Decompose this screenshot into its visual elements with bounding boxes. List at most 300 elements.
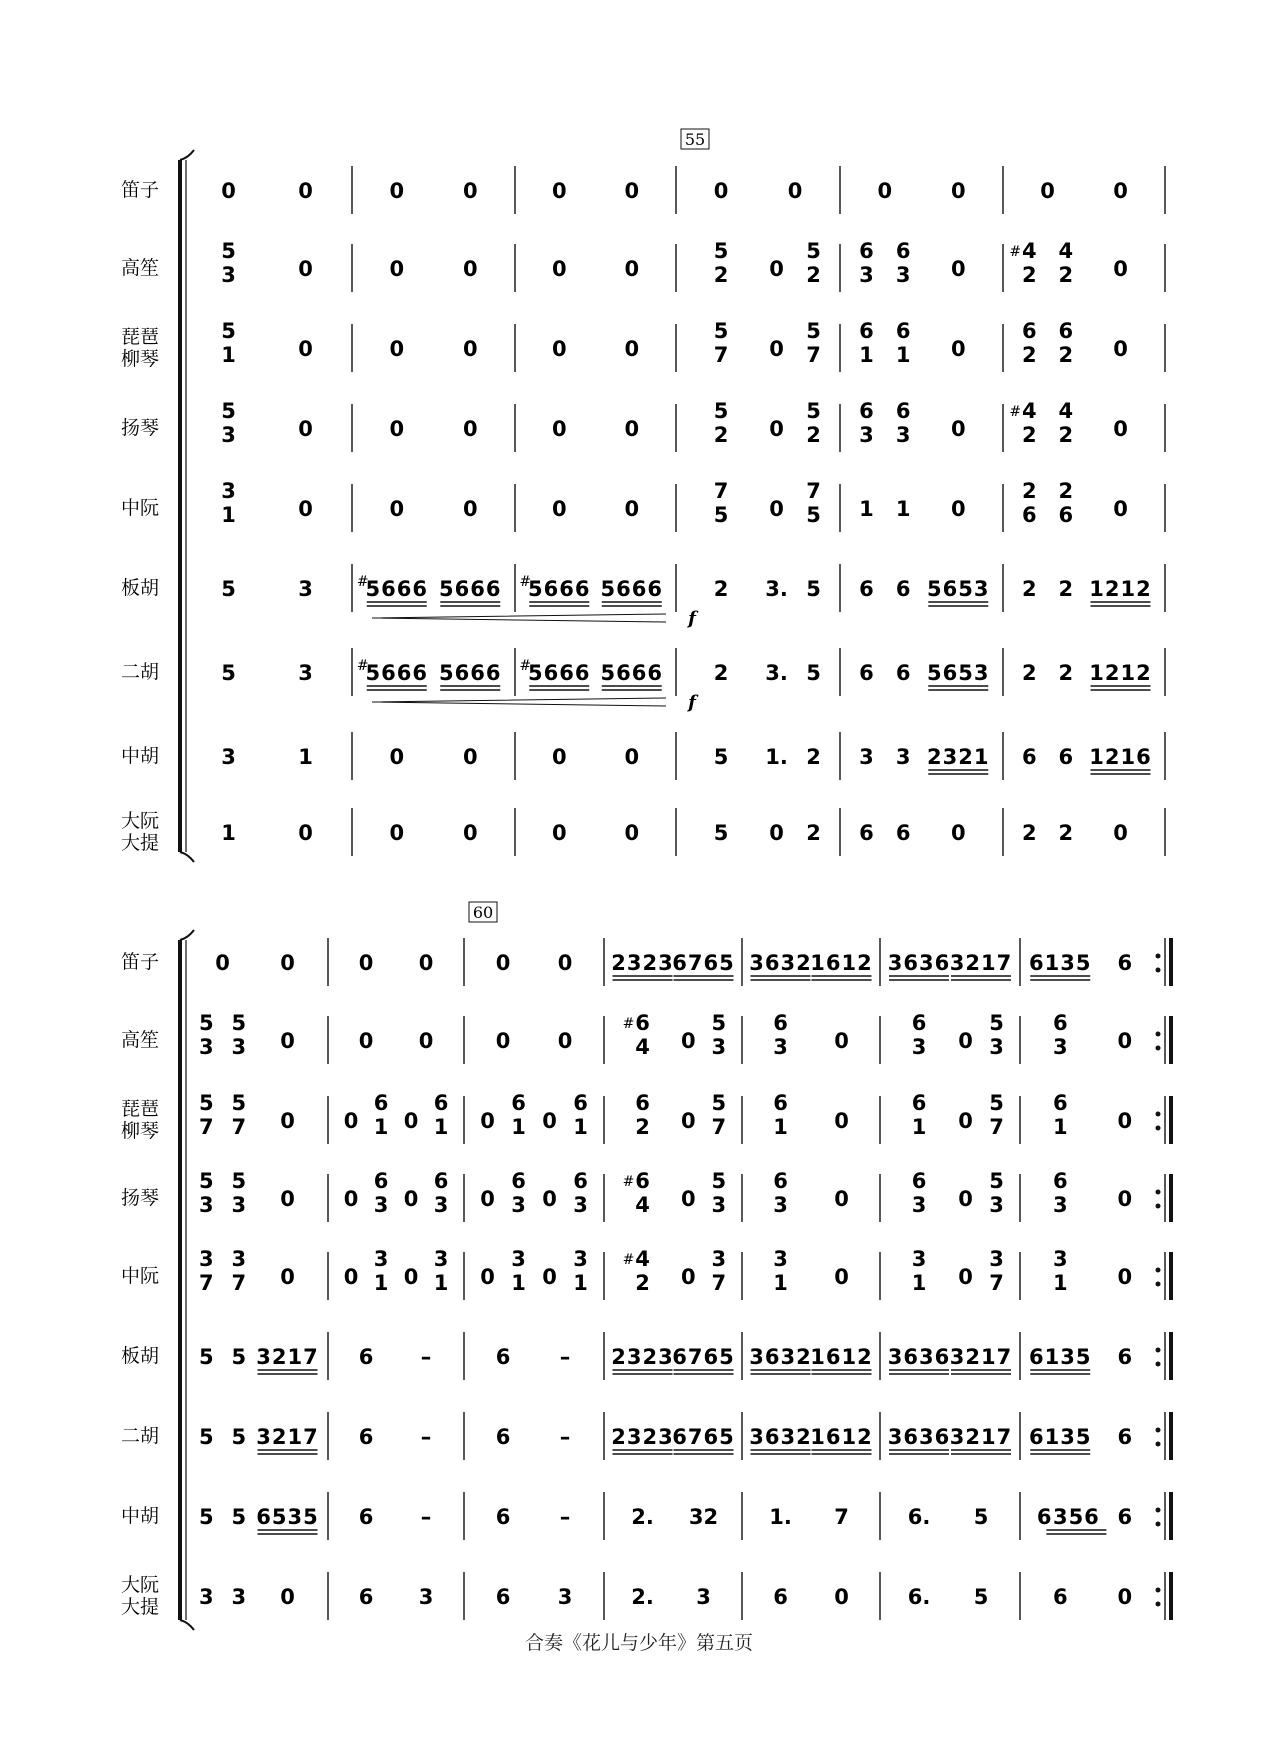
instrument-name: 高笙 [120,257,160,279]
note-text: 3 [221,745,236,769]
note-text: 3632 [749,1345,812,1369]
note-lower: 7 [711,1115,727,1139]
note-text: 0 [680,1265,696,1289]
note-text: 0 [769,497,784,521]
note-text: 0 [551,821,567,845]
note-text: 0 [1040,179,1055,203]
note-text: 0 [1113,257,1128,281]
note-lower: 6 [1021,503,1037,527]
note-upper: 6 [895,399,911,423]
note-text: 0 [1113,821,1128,845]
note-text: 0 [480,1265,495,1289]
note-text: 0 [624,821,640,845]
note-text: 2 [1021,661,1037,685]
note-text: 1212 [1089,661,1152,685]
rehearsal-mark: 60 [472,903,494,922]
note-text: 0 [298,497,313,521]
note-upper: 6 [895,239,911,263]
note-text: 6135 [1029,951,1092,975]
note-text: 0 [298,257,313,281]
note-lower: 4 [635,1193,650,1217]
note-text: 6 [1117,951,1133,975]
note-lower: 2 [635,1271,650,1295]
note-upper: 6 [895,319,911,343]
note-text: 1. [769,1505,792,1529]
note-text: 1. [765,745,788,769]
note-text: 0 [680,1029,696,1053]
note-text: 0 [480,1187,495,1211]
note-text: 1 [895,497,911,521]
note-upper: 5 [231,1011,247,1035]
note-text: 0 [624,745,640,769]
note-text: 1612 [810,1345,873,1369]
note-text: 1612 [810,951,873,975]
note-text: 0 [624,337,640,361]
note-text: 0 [542,1109,557,1133]
note-upper: 6 [1021,319,1037,343]
note-text: 0 [624,417,640,441]
note-upper: 3 [773,1247,788,1271]
note-text: 3636 [887,1345,951,1369]
note-text: 0 [480,1109,495,1133]
note-text: 0 [1113,179,1128,203]
note-upper: 6 [911,1011,927,1035]
note-text: 0 [495,1029,511,1053]
note-text: 5 [806,661,821,685]
note-upper: 5 [198,1169,214,1193]
instrument-name: 大提 [120,1596,160,1618]
note-text: 0 [418,951,434,975]
note-text: 5666 [528,577,591,601]
repeat-dot [1156,954,1161,959]
note-lower: 3 [911,1035,927,1059]
note-text: – [559,1345,571,1369]
note-lower: 3 [895,263,911,287]
note-lower: 2 [1058,343,1074,367]
note-upper: 3 [573,1247,588,1271]
note-text: 0 [950,179,966,203]
note-text: 0 [551,417,567,441]
note-text: 3 [696,1585,711,1609]
note-upper: 6 [373,1091,389,1115]
note-text: 0 [1117,1187,1133,1211]
note-text: 6 [1021,745,1037,769]
note-text: – [559,1425,571,1449]
note-text: 0 [950,337,966,361]
note-text: – [559,1505,571,1529]
note-text: 0 [280,1265,295,1289]
note-lower: 2 [806,423,821,447]
note-text: 5666 [439,577,502,601]
note-text: 7 [834,1505,849,1529]
note-text: 2323 [611,1345,674,1369]
note-upper: 5 [806,319,821,343]
note-text: 1216 [1089,745,1152,769]
note-text: 6135 [1029,1345,1092,1369]
note-lower: 1 [573,1115,588,1139]
page-footer: 合奏《花儿与少年》第五页 [524,1632,753,1654]
note-upper: 3 [911,1247,927,1271]
instrument-name: 中胡 [120,745,160,767]
repeat-dot [1156,1508,1161,1513]
note-upper: 6 [433,1169,449,1193]
note-text: 0 [680,1109,696,1133]
note-upper: 5 [711,1169,727,1193]
note-text: 6 [358,1585,374,1609]
note-text: 3 [859,745,874,769]
note-lower: 2 [1058,263,1074,287]
note-text: 6 [1117,1505,1133,1529]
note-text: 6 [495,1585,511,1609]
note-lower: 7 [989,1115,1004,1139]
note-upper: 7 [713,479,729,503]
instrument-name: 中阮 [120,497,160,519]
note-upper: 5 [221,239,236,263]
note-text: 6 [859,577,874,601]
note-lower: 2 [1058,423,1074,447]
note-lower: 7 [198,1115,214,1139]
note-upper: 6 [859,399,874,423]
note-upper: 3 [511,1247,526,1271]
note-text: 3217 [256,1345,319,1369]
note-lower: 3 [573,1193,588,1217]
note-text: 5666 [365,577,428,601]
note-lower: 3 [373,1193,389,1217]
note-lower: 2 [713,423,729,447]
note-text: 0 [280,1187,295,1211]
note-text: 6 [895,577,911,601]
note-text: 0 [280,1109,295,1133]
note-text: 0 [557,951,573,975]
note-upper: 6 [911,1091,927,1115]
note-text: 0 [1117,1109,1133,1133]
note-upper: 6 [773,1011,788,1035]
note-lower: 2 [1021,343,1037,367]
note-text: 6765 [672,1345,735,1369]
note-text: 0 [280,1585,295,1609]
note-text: 3 [231,1585,247,1609]
note-text: 0 [343,1265,359,1289]
instrument-name: 二胡 [120,1425,160,1447]
note-lower: 3 [711,1035,727,1059]
note-text: 5 [221,577,236,601]
note-upper: 2 [1021,479,1037,503]
note-text: 3632 [749,951,812,975]
note-lower: 1 [373,1271,389,1295]
note-lower: 1 [573,1271,588,1295]
note-upper: 6 [573,1091,588,1115]
note-text: 0 [958,1029,973,1053]
note-text: 3632 [749,1425,812,1449]
note-lower: 3 [773,1193,788,1217]
note-text: 6. [907,1505,931,1529]
note-upper: 6 [1052,1169,1068,1193]
note-text: 0 [418,1029,434,1053]
note-text: 0 [462,417,478,441]
instrument-name: 大阮 [120,810,160,832]
repeat-dot [1156,1126,1161,1131]
note-lower: 1 [1052,1115,1068,1139]
note-upper: 6 [635,1169,650,1193]
instrument-name: 板胡 [120,577,160,599]
note-text: 3 [298,577,313,601]
note-text: 0 [495,951,511,975]
note-text: 3 [198,1585,214,1609]
repeat-dot [1156,1268,1161,1273]
note-text: 0 [1113,337,1128,361]
note-text: 356 [1052,1505,1100,1529]
instrument-name: 柳琴 [120,348,160,370]
note-text: 3636 [887,1425,951,1449]
note-text: 0 [834,1265,849,1289]
note-text: 0 [834,1187,849,1211]
note-upper: 3 [373,1247,389,1271]
note-text: 6 [773,1585,788,1609]
instrument-name: 中胡 [120,1505,160,1527]
note-text: 5 [198,1505,214,1529]
note-lower: 1 [1052,1271,1068,1295]
note-text: 0 [769,417,784,441]
note-upper: 5 [989,1169,1004,1193]
note-text: 3. [765,577,788,601]
note-text: 0 [1117,1029,1133,1053]
note-text: – [420,1505,432,1529]
note-text: 6 [1052,1585,1068,1609]
note-upper: 5 [713,399,729,423]
note-lower: 3 [1052,1193,1068,1217]
note-text: 0 [542,1187,557,1211]
note-text: 0 [389,417,405,441]
dynamic-mark: f [688,692,696,713]
repeat-dot [1156,1442,1161,1447]
note-text: 0 [462,821,478,845]
note-text: 0 [624,497,640,521]
note-text: 0 [787,179,803,203]
note-upper: 6 [1052,1011,1068,1035]
note-text: 2 [1058,661,1074,685]
note-text: 0 [557,1029,573,1053]
note-text: 2 [1021,821,1037,845]
note-text: 6135 [1029,1425,1092,1449]
note-text: 0 [389,821,405,845]
rehearsal-mark: 55 [684,130,706,149]
note-text: 6 [895,661,911,685]
note-upper: 5 [989,1091,1004,1115]
note-text: 3217 [949,1425,1013,1449]
note-text: 0 [551,257,567,281]
note-lower: 3 [433,1193,449,1217]
repeat-dot [1156,1588,1161,1593]
note-text: 2 [1058,577,1074,601]
note-text: 5666 [365,661,428,685]
note-text: 5666 [439,661,502,685]
note-lower: 1 [433,1271,449,1295]
note-text: 2321 [927,745,990,769]
note-text: 0 [298,417,313,441]
note-text: 3636 [887,951,951,975]
note-lower: 4 [635,1035,650,1059]
note-upper: 6 [1052,1091,1068,1115]
sharp-sign: # [1009,244,1022,260]
note-text: 0 [298,179,313,203]
note-text: 0 [624,179,640,203]
note-text: 6 [859,821,874,845]
note-upper: 5 [989,1011,1004,1035]
note-lower: 2 [1021,423,1037,447]
note-text: 2 [806,745,821,769]
note-text: 0 [389,337,405,361]
note-text: 0 [403,1265,419,1289]
note-text: 6 [495,1345,511,1369]
note-text: 2 [806,821,821,845]
note-text: 5 [221,661,236,685]
repeat-dot [1156,1602,1161,1607]
note-text: 0 [1113,417,1128,441]
note-text: 0 [343,1187,359,1211]
note-upper: 3 [989,1247,1004,1271]
note-lower: 1 [773,1271,788,1295]
note-text: 0 [1113,497,1128,521]
note-lower: 3 [221,423,236,447]
sharp-sign: # [356,658,369,674]
note-lower: 1 [373,1115,389,1139]
note-text: 0 [462,745,478,769]
note-text: 0 [551,745,567,769]
repeat-dot [1156,1046,1161,1051]
instrument-name: 大阮 [120,1574,160,1596]
note-text: 0 [389,179,405,203]
note-text: 0 [389,257,405,281]
note-lower: 2 [713,263,729,287]
instrument-name: 扬琴 [120,417,160,439]
note-text: 2 [1058,821,1074,845]
note-text: 0 [1117,1585,1133,1609]
note-upper: 4 [1058,399,1074,423]
note-text: 5666 [600,577,663,601]
bracket-hook [180,852,194,862]
note-lower: 7 [198,1271,214,1295]
note-text: 32 [688,1505,719,1529]
note-text: 0 [958,1187,973,1211]
repeat-dot [1156,1032,1161,1037]
note-upper: 6 [773,1169,788,1193]
note-lower: 5 [806,503,821,527]
note-text: 5666 [528,661,591,685]
instrument-name: 琵琶 [120,1098,160,1120]
note-upper: 7 [806,479,821,503]
note-text: 0 [950,497,966,521]
note-text: 0 [551,497,567,521]
note-upper: 5 [221,319,236,343]
note-upper: 4 [1058,239,1074,263]
note-text: 3 [895,745,911,769]
note-lower: 3 [198,1193,214,1217]
note-text: 3 [298,661,313,685]
note-upper: 6 [635,1011,650,1035]
repeat-dot [1156,1348,1161,1353]
sharp-sign: # [356,574,369,590]
note-lower: 3 [711,1193,727,1217]
note-text: 6 [859,661,874,685]
dynamic-mark: f [688,608,696,629]
note-text: 0 [221,179,236,203]
note-text: 0 [551,337,567,361]
note-text: 3217 [949,1345,1013,1369]
note-text: 0 [958,1265,973,1289]
note-text: 6765 [672,1425,735,1449]
note-lower: 7 [713,343,729,367]
instrument-name: 二胡 [120,661,160,683]
note-upper: 4 [1021,239,1037,263]
sharp-sign: # [1009,404,1022,420]
note-upper: 5 [198,1011,214,1035]
note-lower: 6 [1058,503,1074,527]
bracket-hook [180,150,194,160]
note-lower: 1 [895,343,911,367]
note-text: 6. [907,1585,931,1609]
note-text: 0 [403,1187,419,1211]
note-text: 0 [403,1109,419,1133]
note-upper: 4 [1021,399,1037,423]
instrument-name: 笛子 [120,951,160,973]
note-lower: 5 [713,503,729,527]
note-text: 0 [950,821,966,845]
note-text: 5653 [927,577,990,601]
note-upper: 5 [198,1091,214,1115]
instrument-name: 柳琴 [120,1120,160,1142]
note-text: 5 [973,1585,989,1609]
note-upper: 2 [1058,479,1074,503]
note-text: 6 [895,821,911,845]
note-lower: 3 [859,263,874,287]
note-text: 2 [713,577,729,601]
crescendo-hairpin [372,698,666,706]
note-text: 2323 [611,1425,674,1449]
note-text: 0 [950,417,966,441]
note-upper: 6 [1058,319,1074,343]
note-lower: 1 [433,1115,449,1139]
note-text: 0 [877,179,893,203]
note-text: 5 [231,1505,247,1529]
note-text: 1 [298,745,313,769]
note-lower: 3 [221,263,236,287]
note-text: 0 [834,1029,849,1053]
bracket-hook [180,930,194,940]
note-lower: 1 [911,1271,927,1295]
note-text: 0 [834,1109,849,1133]
note-upper: 3 [231,1247,247,1271]
note-upper: 5 [711,1011,727,1035]
note-text: 2 [1021,577,1037,601]
note-text: 5 [973,1505,989,1529]
note-upper: 6 [511,1091,526,1115]
note-upper: 6 [773,1091,788,1115]
sharp-sign: # [622,1016,635,1032]
note-lower: 3 [1052,1035,1068,1059]
note-upper: 6 [859,319,874,343]
note-upper: 3 [221,479,236,503]
note-text: 6 [358,1505,374,1529]
note-text: 0 [298,821,313,845]
repeat-dot [1156,1204,1161,1209]
note-upper: 5 [806,399,821,423]
note-lower: 1 [511,1271,526,1295]
note-text: 6 [1117,1345,1133,1369]
instrument-name: 大提 [120,832,160,854]
note-upper: 6 [911,1169,927,1193]
note-text: 0 [280,1029,295,1053]
note-lower: 1 [773,1115,788,1139]
